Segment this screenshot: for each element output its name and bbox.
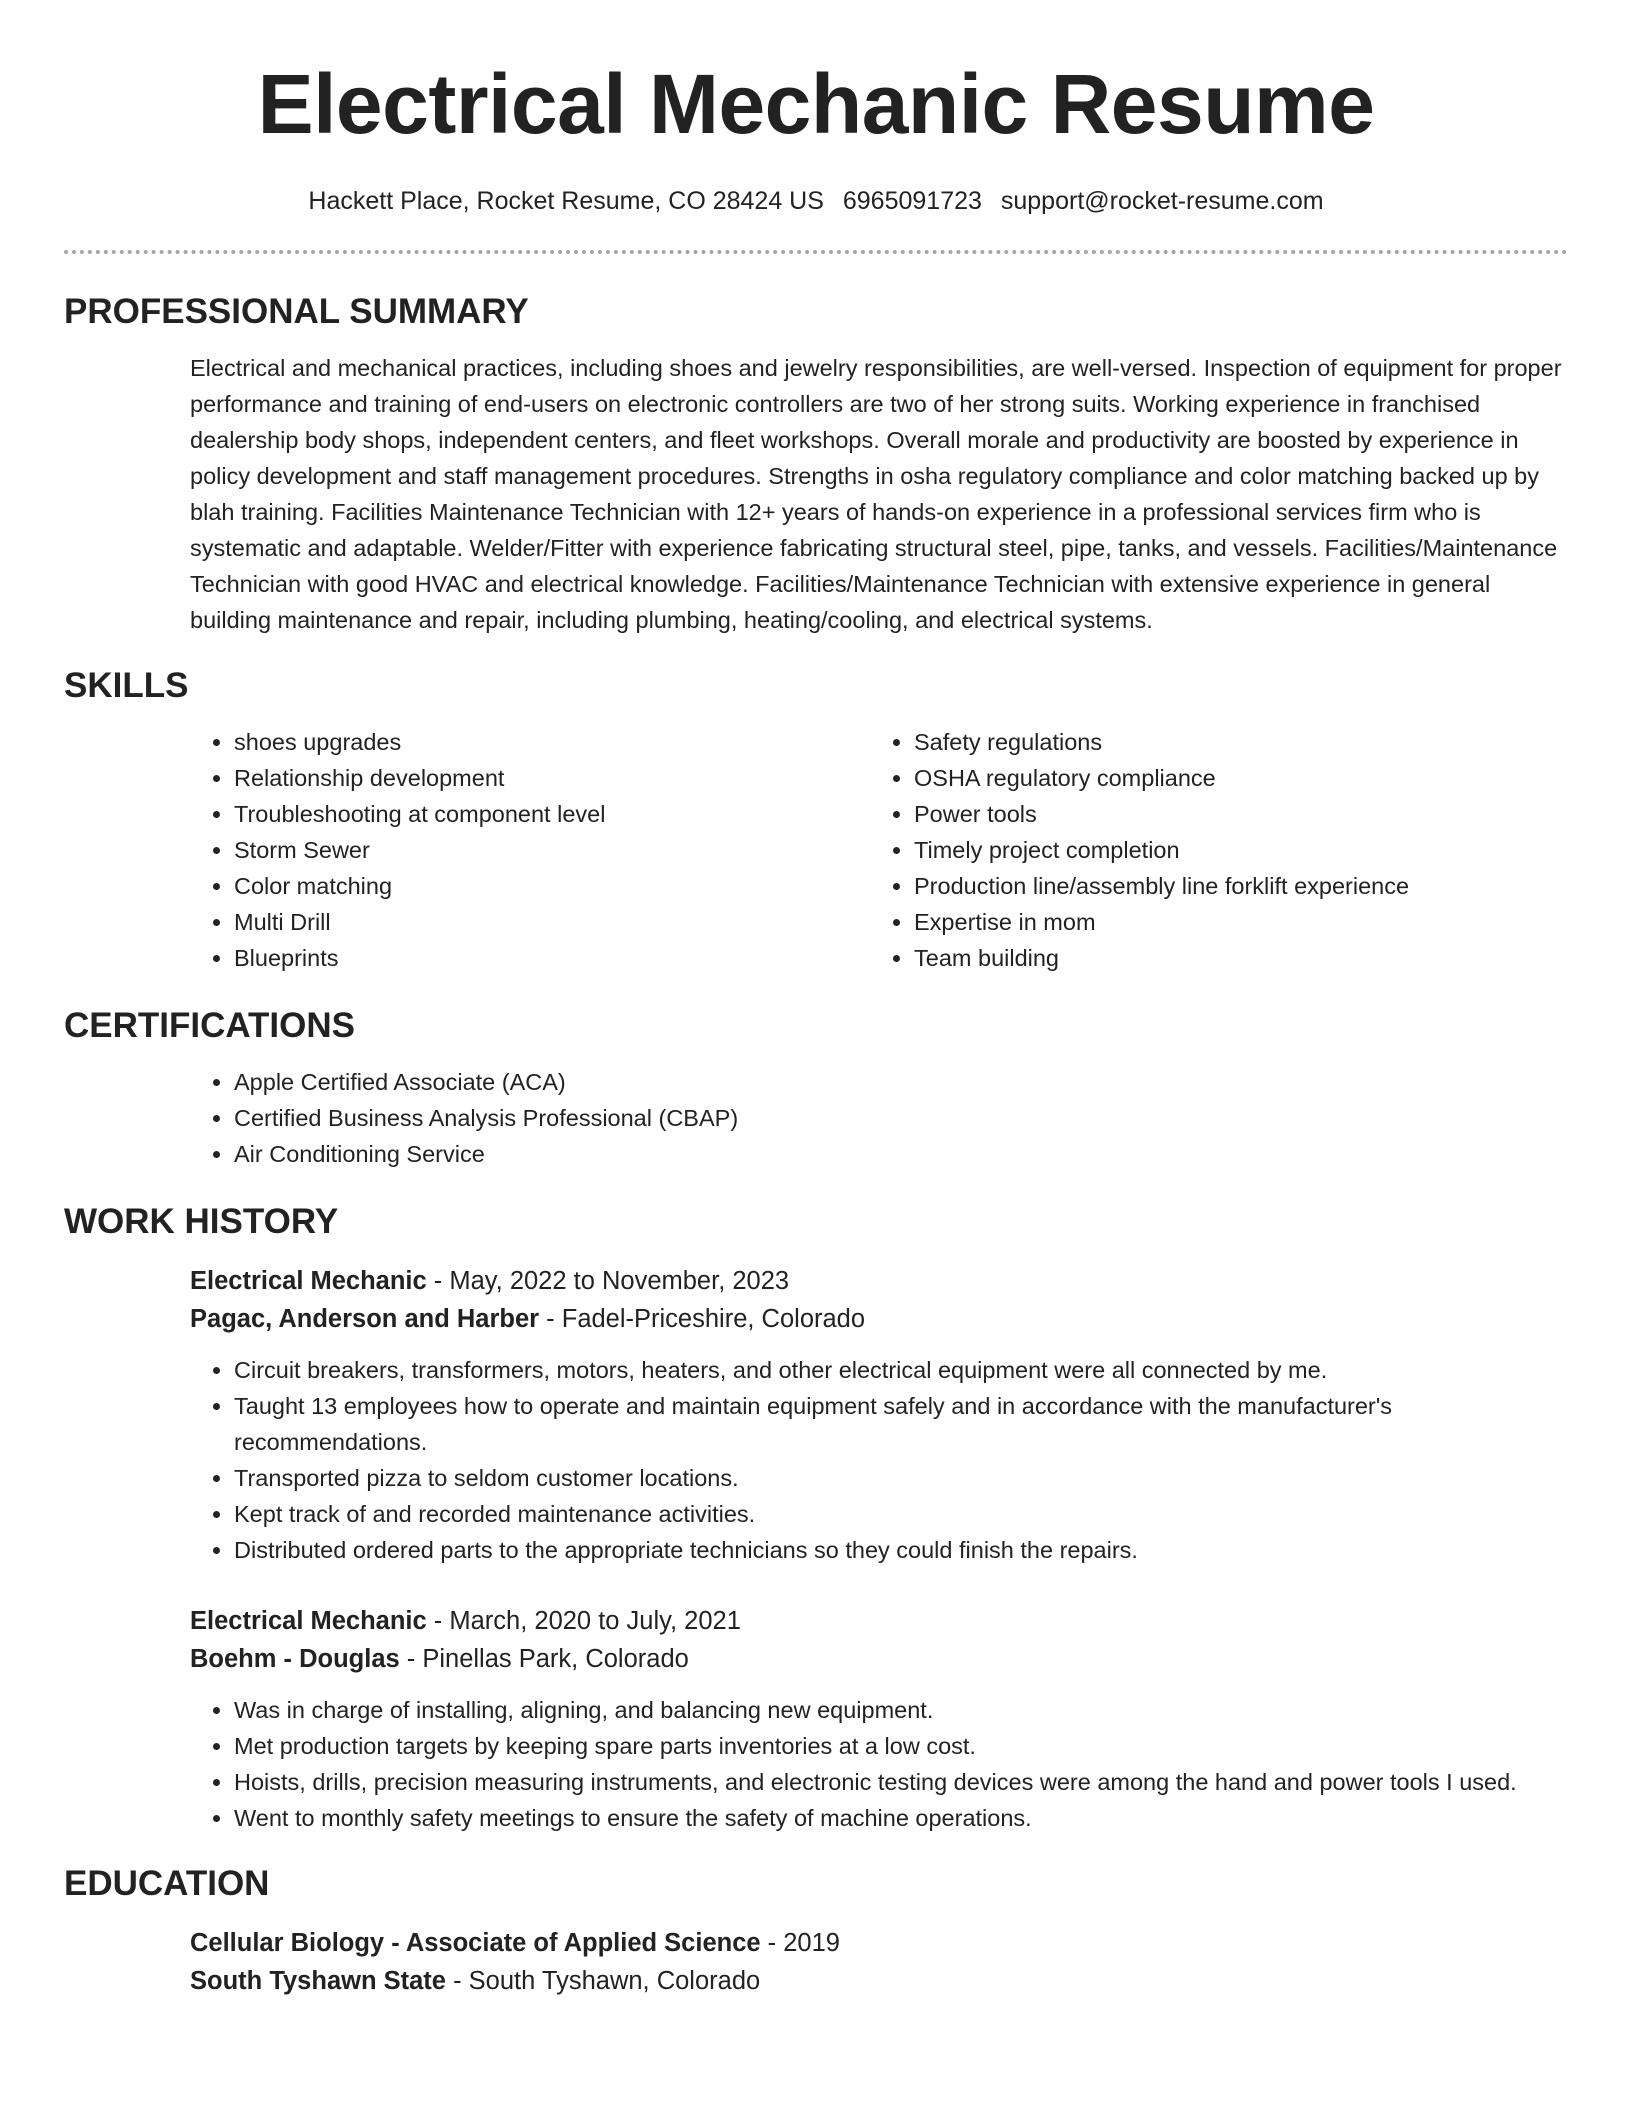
job-duty: • Taught 13 employees how to operate and maintain equipment safely and in accordance with the manufacturer's recommendations.: [234, 1388, 1568, 1460]
education-year: - 2019: [760, 1929, 840, 1957]
certification-item: • Air Conditioning Service: [234, 1136, 1568, 1172]
education-school-line: [190, 1962, 1568, 2000]
job-dates: - March, 2020 to July, 2021: [426, 1607, 741, 1635]
certification-item: • Apple Certified Associate (ACA): [234, 1064, 1568, 1100]
skill-item: • Multi Drill: [234, 904, 870, 940]
skill-item: • Color matching: [234, 868, 870, 904]
job-dates: - May, 2022 to November, 2023: [426, 1267, 790, 1295]
skill-item: • Timely project completion: [914, 832, 1550, 868]
job-duty: • Hoists, drills, precision measuring instruments, and electronic testing devices were among the hand and power tools I used.: [234, 1764, 1568, 1800]
skill-item: • Expertise in mom: [914, 904, 1550, 940]
work-history-section: [64, 1202, 1568, 1836]
skills-column-right: [870, 724, 1550, 976]
education-school: South Tyshawn State: [190, 1967, 446, 1995]
summary-text: Electrical and mechanical practices, including shoes and jewelry responsibilities, are well-versed. Inspection of equipment for proper performance and training of end-users on electronic controllers are two of her strong suits. Working experience in franchised dealership body shops, independent centers, and fleet workshops. Overall morale and productivity are boosted by experience in policy development and staff management procedures. Strengths in osha regulatory compliance and color matching backed up by blah training. Facilities Maintenance Technician with 12+ years of hands-on experience in a professional services firm who is systematic and adaptable. Welder/Fitter with experience fabricating structural steel, pipe, tanks, and vessels. Facilities/Maintenance Technician with good HVAC and electrical knowledge. Facilities/Maintenance Technician with extensive experience in general building maintenance and repair, including plumbing, heating/cooling, and electrical systems.: [190, 355, 1562, 633]
job-entry: [190, 1262, 1568, 1568]
resume-header: [64, 0, 1568, 216]
job-location: - Fadel-Priceshire, Colorado: [539, 1305, 866, 1333]
skills-list-left: [190, 724, 870, 976]
job-duty: • Met production targets by keeping spare parts inventories at a low cost.: [234, 1728, 1568, 1764]
job-company: Boehm - Douglas: [190, 1645, 400, 1673]
skills-heading: SKILLS: [64, 666, 189, 705]
job-title-line: [190, 1602, 1568, 1640]
skill-item: • Safety regulations: [914, 724, 1550, 760]
job-duty: • Transported pizza to seldom customer locations.: [234, 1460, 1568, 1496]
skill-item: • Power tools: [914, 796, 1550, 832]
job-duty: • Was in charge of installing, aligning, and balancing new equipment.: [234, 1692, 1568, 1728]
education-section: [64, 1864, 1568, 2000]
header-divider: [64, 250, 1568, 254]
skill-item: • Storm Sewer: [234, 832, 870, 868]
contact-line: [64, 186, 1568, 216]
work-history-heading: WORK HISTORY: [64, 1202, 339, 1241]
job-duty: • Circuit breakers, transformers, motors, heaters, and other electrical equipment were all connected by me.: [234, 1352, 1568, 1388]
education-degree-line: [190, 1924, 1568, 1962]
skills-column-left: [190, 724, 870, 976]
contact-phone: 6965091723: [842, 187, 982, 215]
education-location: - South Tyshawn, Colorado: [445, 1967, 761, 1995]
education-degree: Cellular Biology - Associate of Applied Science: [190, 1929, 761, 1957]
certifications-heading: CERTIFICATIONS: [64, 1006, 356, 1045]
job-duty: • Kept track of and recorded maintenance activities.: [234, 1496, 1568, 1532]
certifications-section: [64, 1006, 1568, 1172]
skill-item: • Troubleshooting at component level: [234, 796, 870, 832]
summary-section: [64, 292, 1568, 638]
resume-title: Electrical Mechanic Resume: [257, 57, 1375, 151]
skill-item: • OSHA regulatory compliance: [914, 760, 1550, 796]
skills-grid: [190, 724, 1568, 976]
summary-body: [190, 350, 1568, 638]
skills-list-right: [870, 724, 1550, 976]
job-duty: • Distributed ordered parts to the appropriate technicians so they could finish the repairs.: [234, 1532, 1568, 1568]
job-role: Electrical Mechanic: [190, 1607, 427, 1635]
summary-heading: PROFESSIONAL SUMMARY: [64, 292, 529, 331]
contact-email: support@rocket-resume.com: [1000, 187, 1324, 215]
skill-item: • shoes upgrades: [234, 724, 870, 760]
certifications-list: [190, 1064, 1568, 1172]
job-duties-list: [190, 1352, 1568, 1568]
job-role: Electrical Mechanic: [190, 1267, 427, 1295]
skill-item: • Blueprints: [234, 940, 870, 976]
certifications-body: [190, 1064, 1568, 1172]
certification-item: • Certified Business Analysis Professional (CBAP): [234, 1100, 1568, 1136]
education-body: [190, 1924, 1568, 2000]
skills-section: [64, 666, 1568, 976]
job-location: - Pinellas Park, Colorado: [399, 1645, 689, 1673]
job-duties-list: [190, 1692, 1568, 1836]
education-heading: EDUCATION: [64, 1864, 270, 1903]
work-history-body: [190, 1262, 1568, 1836]
job-company-line: [190, 1300, 1568, 1338]
job-company-line: [190, 1640, 1568, 1678]
job-title-line: [190, 1262, 1568, 1300]
skill-item: • Production line/assembly line forklift experience: [914, 868, 1550, 904]
skill-item: • Team building: [914, 940, 1550, 976]
job-duty: • Went to monthly safety meetings to ensure the safety of machine operations.: [234, 1800, 1568, 1836]
job-entry: [190, 1602, 1568, 1836]
contact-address: Hackett Place, Rocket Resume, CO 28424 US: [308, 187, 824, 215]
job-company: Pagac, Anderson and Harber: [190, 1305, 540, 1333]
skill-item: • Relationship development: [234, 760, 870, 796]
